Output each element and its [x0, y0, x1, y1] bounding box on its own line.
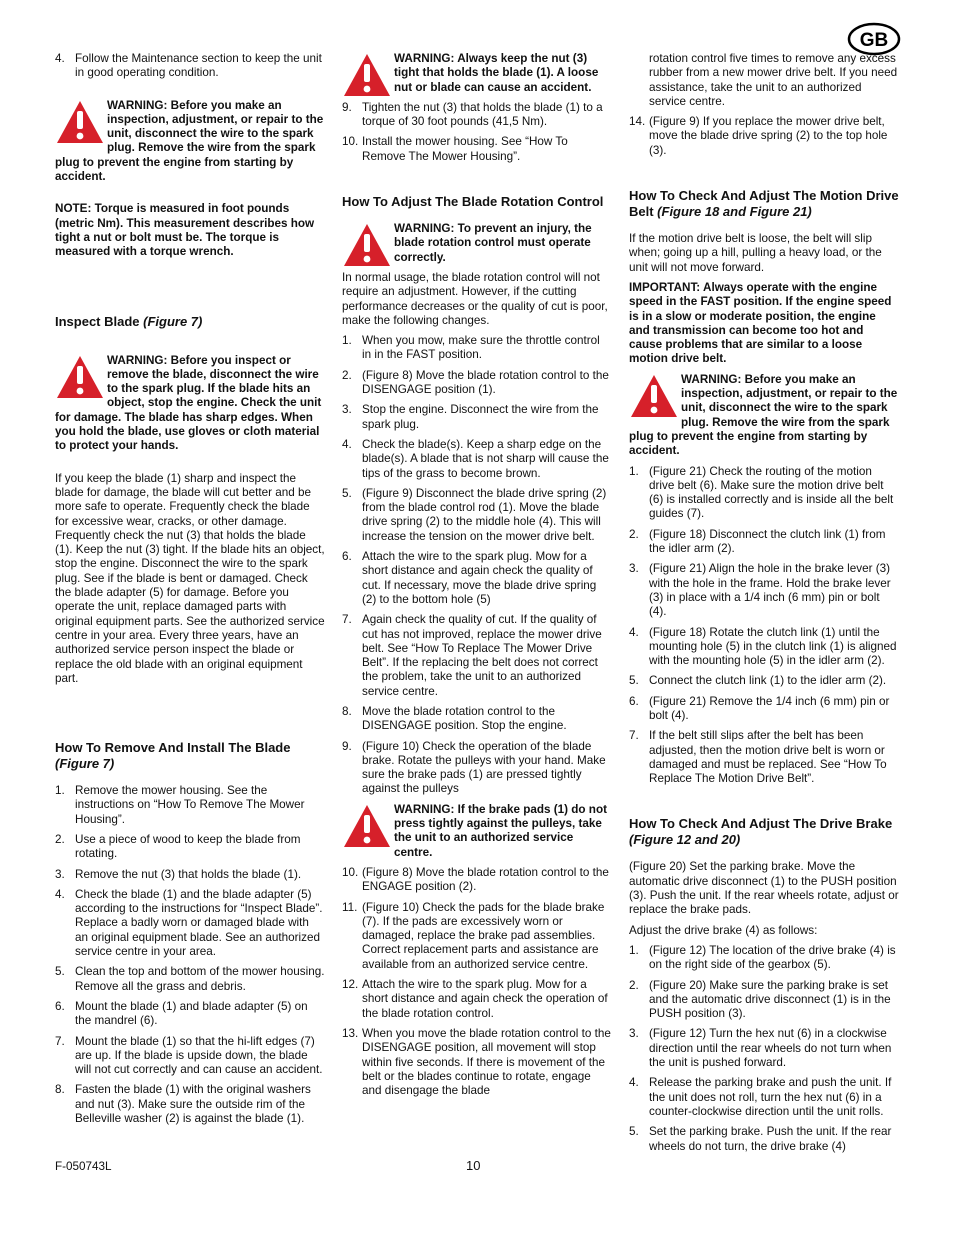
page-number: 10 — [466, 1158, 481, 1173]
list-item: 1. When you mow, make sure the throttle control in in the FAST position. — [342, 334, 600, 362]
list-item: 4. (Figure 18) Rotate the clutch link (1) until the mounting hole (5) in the clutch link (1) is aligned with the mounting hole (5) in the idler arm (2). — [629, 625, 897, 668]
warning-icon — [629, 373, 679, 419]
motion-intro: If the motion drive belt is loose, the belt will slip when; going up a hill, pulling a heavy load, or the unit will not move forward. — [629, 232, 882, 274]
list-item: 8. Fasten the blade (1) with the original washers and nut (3). Make sure the outside rim of the Belleville washer (2) is against the blade (1). — [55, 1083, 311, 1126]
list-item: 12. Attach the wire to the spark plug. Mow for a short distance and again check the operation of the blade rotation control. — [342, 978, 608, 1020]
section-heading: Inspect Blade (Figure 7) — [55, 313, 203, 329]
list-item: 3. Remove the nut (3) that holds the blade (1). — [55, 867, 302, 881]
brake-steps — [629, 944, 899, 1154]
list-item: 7. Mount the blade (1) so that the hi-lift edges (7) are up. If the blade is upside down, the blade will not cut correctly and can cause an accident. — [55, 1034, 323, 1077]
section-heading: How To Remove And Install The Blade (Figure 7) — [55, 740, 291, 772]
list-item: 14. (Figure 9) If you replace the mower drive belt, move the blade drive spring (2) to the top hole (3). — [629, 115, 888, 157]
list-item: 10. (Figure 8) Move the blade rotation control to the ENGAGE position (2). — [342, 865, 609, 894]
list-item: 4. Follow the Maintenance section to keep the unit in good operating condition. — [55, 52, 322, 80]
document-code: F-050743L — [55, 1160, 112, 1173]
step-continuation: rotation control five times to remove any excess rubber from a new mower drive belt. If you need assistance, take the unit to an authorized service centre. — [649, 52, 898, 108]
section-heading: How To Check And Adjust The Drive Brake (Figure 12 and 20) — [629, 816, 893, 848]
warning-icon — [342, 52, 392, 98]
list-item: 7. If the belt still slips after the belt has been adjusted, then the motion drive belt is worn or damaged and must be replaced. See “How To Replace The Motion Drive Belt”. — [629, 729, 887, 786]
list-item: 5. Clean the top and bottom of the mower housing. Remove all the grass and debris. — [55, 965, 325, 993]
list-item: 1. (Figure 21) Check the routing of the motion drive belt (6). Make sure the motion drive belt (6) is installed correctly and is inside all the belt guides (7). — [629, 464, 894, 521]
list-item: 6. Attach the wire to the spark plug. Mow for a short distance and again check the quality of cut. If necessary, move the blade drive spring (2) to the bottom hole (5) — [342, 550, 597, 606]
torque-steps — [342, 101, 612, 164]
warning-block: WARNING: To prevent an injury, the blade rotation control must operate correctly. — [342, 222, 612, 265]
section-heading: How To Adjust The Blade Rotation Control — [342, 194, 604, 210]
list-item: 13. When you move the blade rotation control to the DISENGAGE position, all movement will stop within five seconds. If there is movement of the belt or the blades continue to rotate, engage and disengage the blade — [342, 1026, 611, 1098]
brake-adjust-text: Adjust the drive brake (4) as follows: — [629, 923, 818, 937]
list-item: 6. Mount the blade (1) and blade adapter (5) on the mandrel (6). — [55, 999, 308, 1028]
warning-block: WARNING: Before you inspect or remove the blade, disconnect the wire to the spark plug. If the blade hits an object, stop the engine. Check the unit for damage. The blade has sharp edges. When you hold the blade, use gloves or cloth material to protect your hands. — [55, 353, 322, 453]
list-item: 5. Connect the clutch link (1) to the idler arm (2). — [629, 674, 887, 688]
gb-badge-text: GB — [859, 30, 889, 51]
brake-intro: (Figure 20) Set the parking brake. Move the automatic drive disconnect (1) to the PUSH position (3). Push the unit. If the rear wheels rotate, adjust or replace the brake pads. — [629, 860, 899, 917]
warning-icon — [55, 354, 105, 400]
important-note: IMPORTANT: Always operate with the engine speed in the FAST position. If the engine speed is in a slow or moderate position, the engine and transmission can become too hot and cause problems that are similar to a loose motion drive belt. — [629, 280, 892, 366]
list-item: 7. Again check the quality of cut. If the quality of cut has not improved, replace the mower drive belt. See “How To Replace The Mower Drive Belt”. If the replacing the belt does not correct the problem, take the unit to an authorized service centre. — [342, 613, 602, 698]
list-item: 9. (Figure 10) Check the operation of the blade brake. Rotate the pulleys with your hand. Make sure the brake pads (1) are pressed tightly against the pulleys — [342, 739, 606, 796]
warning-icon — [342, 803, 392, 849]
list-item: 9. Tighten the nut (3) that holds the blade (1) to a torque of 30 foot pounds (41,5 Nm). — [342, 100, 603, 129]
warning-block: WARNING: Before you make an inspection, adjustment, or repair to the unit, disconnect the wire to the spark plug. Remove the wire from the spark plug to prevent the engine from starting by accident. — [629, 372, 898, 458]
warning-block: WARNING: If the brake pads (1) do not press tightly against the pulleys, take the unit to an authorized service centre. — [342, 803, 612, 860]
motion-steps — [629, 465, 899, 787]
torque-note: NOTE: Torque is measured in foot pounds (metric Nm). This measurement describes how tight a nut or bolt must be. The torque is measured with a torque wrench. — [55, 202, 315, 259]
list-item: 2. (Figure 18) Disconnect the clutch link (1) from the idler arm (2). — [629, 527, 886, 556]
list-item: 3. (Figure 12) Turn the hex nut (6) in a clockwise direction until the rear wheels do not turn when the unit is pushed forward. — [629, 1027, 892, 1070]
list-item: 5. Set the parking brake. Push the unit. If the rear wheels do not turn, the drive brake (4) — [629, 1125, 892, 1153]
warning-block: WARNING: Before you make an inspection, adjustment, or repair to the unit, disconnect the wire to the spark plug. Remove the wire from the spark plug to prevent the engine from starting by accident. — [55, 98, 324, 184]
section-heading: How To Check And Adjust The Motion Drive Belt (Figure 18 and Figure 21) — [629, 188, 899, 220]
list-item: 4. Check the blade (1) and the blade adapter (5) according to the instructions for “Inspect Blade”. Replace a badly worn or damaged blade with an original equipment blade. See an authorized service centre in your area. — [55, 887, 323, 959]
list-item: 2. (Figure 8) Move the blade rotation control to the DISENGAGE position (1). — [342, 368, 609, 397]
warning-icon — [342, 222, 392, 268]
inspect-paragraph: If you keep the blade (1) sharp and inspect the blade for damage, the blade will cut better and be more safe to operate. Frequently check the blade for excessive wear, cracks, or other damage. Frequently check the nut (3) that holds the blade (1). Keep the nut (3) tight. If the blade hits an object, stop the engine. Disconnect the wire to the spark plug. See if the blade is bent or damaged. Check the blade adapter (5) for damage. Before you operate the unit, replace damaged parts with original equipment parts. See the authorized service centre in your area. Every three years, have an authorized service person inspect the blade or replace the old blade with an original equipment part. — [55, 471, 325, 685]
warning-icon — [55, 99, 105, 145]
column-1 — [55, 52, 325, 1132]
list-item: 2. (Figure 20) Make sure the parking brake is set and the automatic drive disconnect (1) is in the PUSH position (3). — [629, 978, 891, 1021]
brake-check-steps — [342, 866, 612, 1098]
list-item: 6. (Figure 21) Remove the 1/4 inch (6 mm) pin or bolt (4). — [629, 694, 890, 722]
list-item: 5. (Figure 9) Disconnect the blade drive spring (2) from the blade control rod (1). Move the blade drive spring (2) to the middle hole (4). This will increase the tension on the mower drive belt. — [342, 486, 607, 543]
list-item: 3. (Figure 21) Align the hole in the brake lever (3) with the hole in the frame. Hold the brake lever (3) in place with a 1/4 inch (6 mm) pin or bolt (4). — [629, 562, 891, 619]
list-item: 11. (Figure 10) Check the pads for the blade brake (7). If the pads are excessively worn or damaged, replace the brake pad assemblies. Correct replacement parts and assistance are available from an authorized service centre. — [342, 900, 605, 971]
list-item: 2. Use a piece of wood to keep the blade from rotating. — [55, 832, 301, 861]
column-2 — [342, 52, 612, 1104]
warning-block: WARNING: Always keep the nut (3) tight that holds the blade (1). A loose nut or blade can cause an accident. — [342, 52, 612, 95]
adjust-intro: In normal usage, the blade rotation control will not require an adjustment. However, if the cutting performance decreases or the quality of cut is poor, make the following changes. — [342, 270, 608, 327]
list-item: 8. Move the blade rotation control to the DISENGAGE position. Stop the engine. — [342, 704, 567, 733]
list-item: 4. Check the blade(s). Keep a sharp edge on the blade(s). A blade that is not sharp will cause the tips of the grass to become brown. — [342, 437, 609, 480]
column-3 — [629, 52, 899, 1160]
list-item: 3. Stop the engine. Disconnect the wire from the spark plug. — [342, 403, 599, 431]
gb-language-badge — [847, 22, 901, 56]
list-item: 10. Install the mower housing. See “How To Remove The Mower Housing”. — [342, 135, 568, 163]
list-item: 1. Remove the mower housing. See the instructions on “How To Remove The Mower Housing”. — [55, 784, 305, 826]
list-item: 1. (Figure 12) The location of the drive brake (4) is on the right side of the gearbox (5). — [629, 943, 896, 972]
list-item: 4. Release the parking brake and push the unit. If the unit does not roll, turn the hex nut (6) in a counter-clockwise direction until the unit rolls. — [629, 1076, 892, 1118]
adjust-steps — [342, 334, 612, 797]
remove-steps — [55, 784, 325, 1126]
